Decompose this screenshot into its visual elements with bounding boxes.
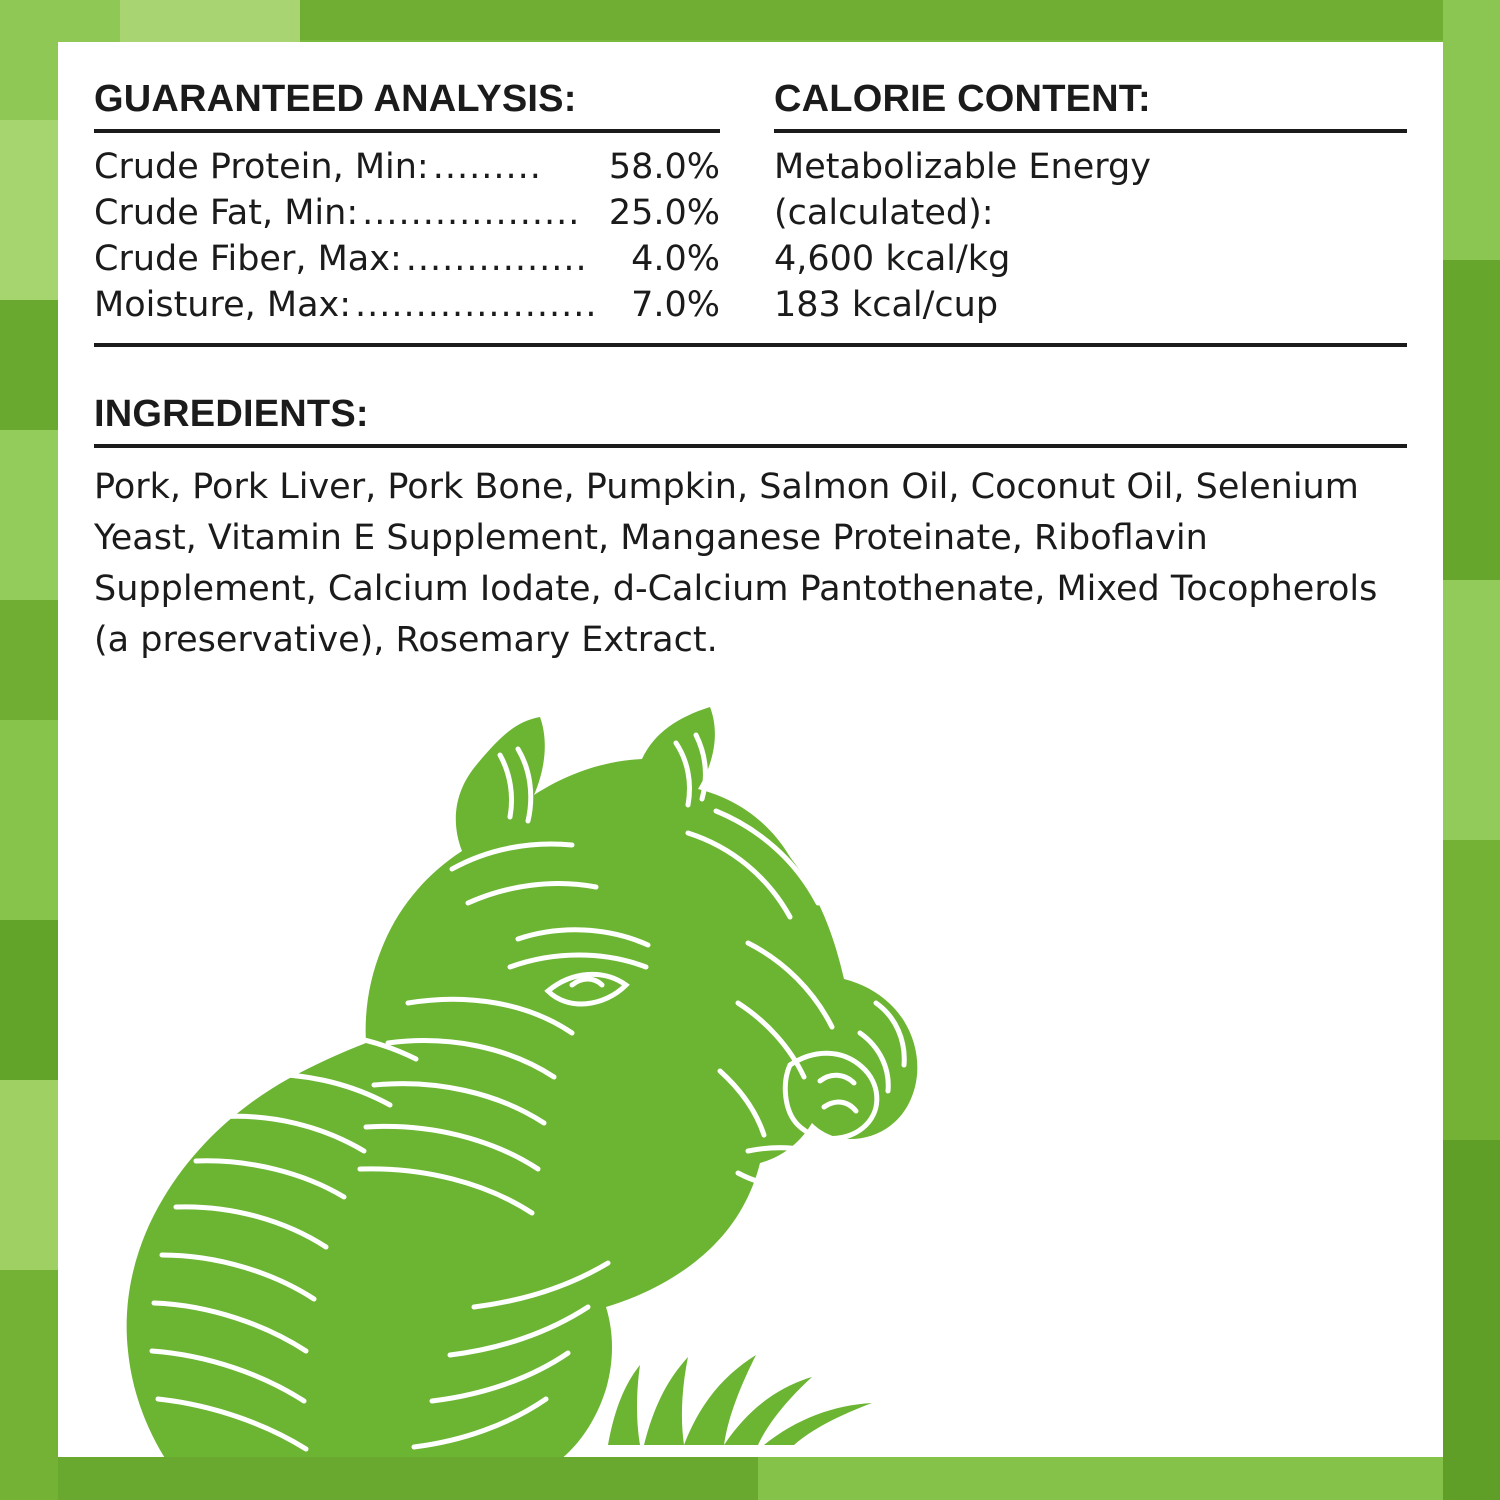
ga-dots: .................... (355, 285, 598, 326)
calorie-line: 4,600 kcal/kg (774, 239, 1011, 280)
calorie-line: 183 kcal/cup (774, 285, 999, 326)
label-content (94, 80, 1407, 666)
calorie-line: (calculated): (774, 193, 994, 234)
ga-value: 7.0% (631, 285, 720, 326)
table-row (94, 236, 720, 282)
calorie-content-divider (774, 129, 1407, 133)
calorie-line: Metabolizable Energy (774, 146, 1151, 187)
table-row (94, 190, 720, 236)
ga-dots: .................. (362, 193, 581, 234)
ga-label: Crude Fiber, Max: (94, 239, 402, 280)
label-card (58, 42, 1443, 1457)
nutrition-bottom-divider (94, 343, 1407, 347)
guaranteed-analysis-title: GUARANTEED ANALYSIS: (94, 78, 577, 120)
ingredients-title: INGREDIENTS: (94, 392, 369, 435)
ga-label: Crude Fat, Min: (94, 193, 359, 234)
ga-dots: ......... (432, 146, 542, 187)
calorie-content-title: CALORIE CONTENT: (774, 78, 1151, 120)
nutrition-top-section (94, 80, 1407, 329)
ingredients-text: Pork, Pork Liver, Pork Bone, Pumpkin, Salmon Oil, Coconut Oil, Selenium Yeast, Vitamin E Supplement, Manganese Proteinate, Riboflavin Supplement, Calcium Iodate, d-Calcium Pantothenate, Mixed Tocopherols (a preservative), Rosemary Extract. (94, 466, 1378, 660)
ga-label: Crude Protein, Min: (94, 146, 429, 187)
table-row (94, 144, 720, 190)
ga-value: 25.0% (608, 193, 720, 234)
calorie-content-block (748, 80, 1407, 329)
ingredients-divider (94, 444, 1407, 448)
table-row (94, 282, 720, 328)
guaranteed-analysis-block (94, 80, 748, 329)
ga-value: 58.0% (608, 146, 720, 187)
ingredients-block (94, 392, 1407, 666)
ga-label: Moisture, Max: (94, 285, 352, 326)
guaranteed-analysis-divider (94, 129, 720, 133)
ga-value: 4.0% (631, 239, 720, 280)
boar-head-icon (58, 697, 1443, 1457)
ga-dots: ............... (405, 239, 588, 280)
